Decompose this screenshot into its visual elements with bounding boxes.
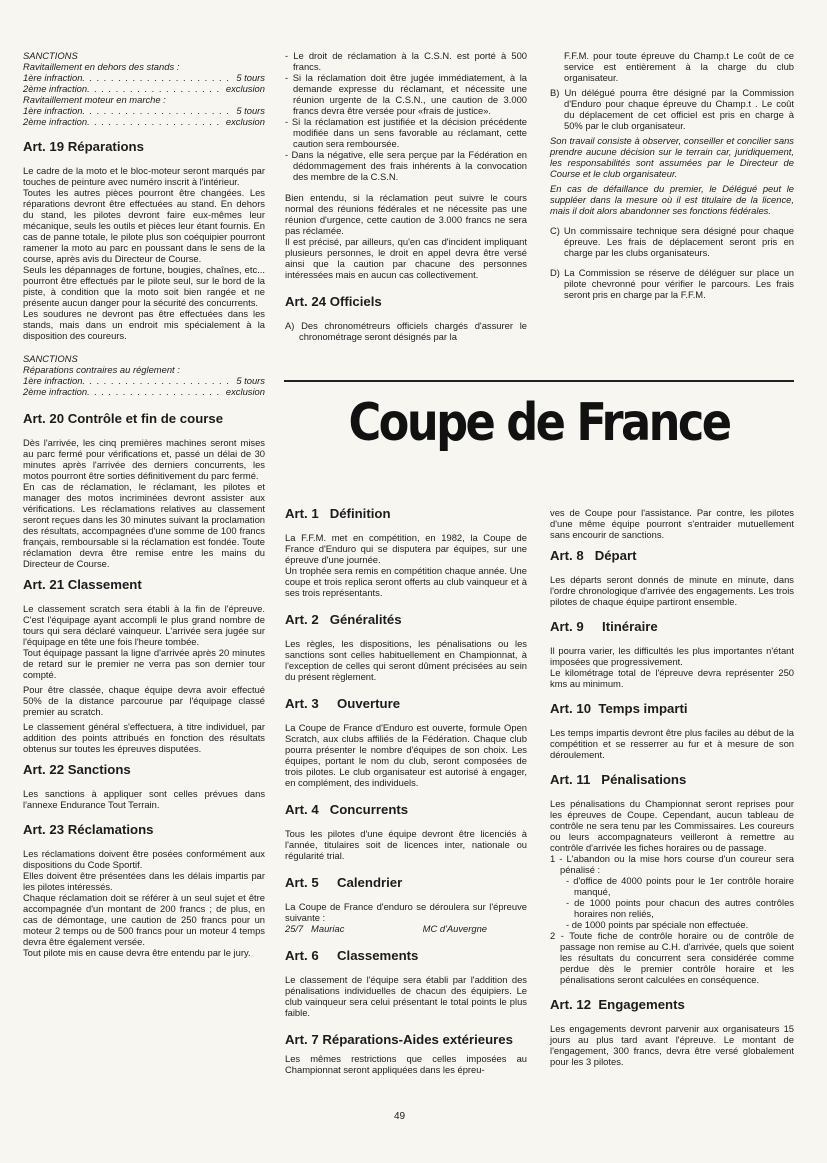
paragraph: B) Un délégué pourra être désigné par la Commission d'Enduro pour chaque épreuve du Champ.t . Le coût du déplacement de cet officiel est pris en charge à 50% par le club organisateur. [550, 87, 794, 131]
list-item: 1 - L'abandon ou la mise hors course d'un coureur sera pénalisé : [550, 853, 794, 875]
sanction-row: 2ème infraction . . . exclusion [23, 386, 265, 397]
column-right-top [550, 50, 794, 304]
paragraph: Les réclamations doivent être posées conformément aux dispositions du Code Sportif. [23, 848, 265, 870]
article-heading: Art. 21 Classement [23, 577, 142, 592]
paragraph: Les engagements devront parvenir aux organisateurs 15 jours au plus tard avant l'épreuve. Le montant de l'engagement, 300 francs, devra être versé globalement pour les 3 pilotes. [550, 1023, 794, 1067]
section-rule [284, 380, 794, 382]
article-heading: Art. 9 Itinéraire [550, 619, 658, 634]
sanction-row: 1ère infraction . . . 5 tours [23, 375, 265, 386]
article-heading: Art. 11 Pénalisations [550, 772, 687, 787]
list-item: - de 1000 points pour chacun des autres contrôles horaires non reliés, [566, 897, 794, 919]
paragraph: Les départs seront donnés de minute en minute, dans l'ordre chronologique d'arrivée des engagements. Les trois pilotes de chaque équipe partiront ensemble. [550, 574, 794, 607]
article-heading: Art. 6 Classements [285, 948, 419, 963]
paragraph: Il pourra varier, les difficultés les plus importantes n'étant imposées que progressivement. [550, 645, 794, 667]
paragraph: Son travail consiste à observer, conseiller et concilier sans prendre aucune décision sur le terrain car, juridiquement, les responsabilités sont assumées par le Directeur de Course et le club organisateur. [550, 135, 794, 179]
paragraph: A) Des chronométreurs officiels chargés d'assurer le chronométrage seront désignés par la [285, 320, 527, 342]
article-heading: Art. 23 Réclamations [23, 822, 154, 837]
paragraph: Les sanctions à appliquer sont celles prévues dans l'annexe Endurance Tout Terrain. [23, 788, 265, 810]
paragraph: Le cadre de la moto et le bloc-moteur seront marqués par touches de peinture avec numéro inscrit à l'intérieur. [23, 165, 265, 187]
paragraph: Tous les pilotes d'une équipe devront être licenciés à l'année, titulaires soit de licences inter, nationale ou régularité trial. [285, 828, 527, 861]
page-number: 49 [394, 1111, 406, 1122]
article-heading: Art. 12 Engagements [550, 997, 685, 1012]
paragraph: La Coupe de France d'Enduro est ouverte, formule Open Scratch, aux clubs affiliés de la Fédération. Chaque club pourra présenter le nombre d'équipes de son choix. Les équipes, portant le nom du club, seront composées de trois pilotes. Le club organisateur est autorisé à engager, en complément, des individuels. [285, 722, 527, 788]
sanction-row: 2ème infraction . . . exclusion [23, 83, 265, 94]
sanction-row: 2ème infraction . . . exclusion [23, 116, 265, 127]
article-heading: Art. 1 Définition [285, 506, 391, 521]
sanction-row: 1ère infraction . . . 5 tours [23, 105, 265, 116]
paragraph: Dès l'arrivée, les cinq premières machines seront mises au parc fermé pour vérifications et, passé un délai de 30 minutes après l'arrivée des derniers concurrents, les motos pourront être sorties définitivement du parc fermé. [23, 437, 265, 481]
column-right-bottom [550, 507, 794, 1071]
paragraph: Toutes les autres pièces pourront être changées. Les réparations devront être effectuées au stand. En dehors du stand, les pilotes devront faire eux-mêmes leur mécanique, seuls les outils et pièces leur étant fournis. En cas de panne totale, le pilote plus son coéquipier pourront ramener la moto au parc en poussant dans le sens de la course, après avis du Directeur de Course. [23, 187, 265, 264]
paragraph: Seuls les dépannages de fortune, bougies, chaînes, etc... pourront être effectués par le pilote seul, sur le bord de la piste, à condition que la moto soit bien rangée et ne présente aucun danger pour la sécurité des concurrents. [23, 264, 265, 308]
list-item: - Dans la négative, elle sera perçue par la Fédération en dédommagement des frais inhérents à la convocation des membre de la C.S.N. [285, 149, 527, 182]
paragraph: En cas de défaillance du premier, le Délégué peut le suppléer dans la mesure où il est titulaire de la licence, mais il doit alors abandonner ses fonctions fédérales. [550, 183, 794, 216]
paragraph: La F.F.M. met en compétition, en 1982, la Coupe de France d'Enduro qui se disputera par équipes, sur une épreuve d'une journée. [285, 532, 527, 565]
paragraph: F.F.M. pour toute épreuve du Champ.t Le coût de ce service est entièrement à la charge du club organisateur. [564, 50, 794, 83]
sanctions-block [23, 353, 265, 397]
paragraph: C) Un commissaire technique sera désigné pour chaque épreuve. Les frais de déplacement seront pris en charge par les clubs organisateurs. [550, 225, 794, 258]
paragraph: La Coupe de France d'enduro se déroulera sur l'épreuve suivante : [285, 901, 527, 923]
article-heading: Art. 7 Réparations-Aides extérieures [285, 1032, 513, 1047]
paragraph: Elles doivent être présentées dans les délais impartis par les pilotes intéressés. [23, 870, 265, 892]
sanctions-title: SANCTIONS [23, 50, 78, 61]
paragraph: Un trophée sera remis en compétition chaque année. Une coupe et trois replica seront offerts au club vainqueur et à ses trois représentants. [285, 565, 527, 598]
paragraph: Tout équipage passant la ligne d'arrivée après 20 minutes de retard sur le premier ne verra pas son dernier tour compté. [23, 647, 265, 680]
sanction-row: 1ère infraction . . . 5 tours [23, 72, 265, 83]
paragraph: Le classement de l'équipe sera établi par l'addition des pénalisations individuelles de chacun des équipiers. Le club vainqueur sera celui présentant le total points le plus faible. [285, 974, 527, 1018]
paragraph: D) La Commission se réserve de déléguer sur place un pilote chevronné pour vérifier le parcours. Les frais seront pris en charge par la F.F.M. [550, 267, 794, 300]
list-item: - Si la réclamation doit être jugée immédiatement, à la demande expresse du réclamant, et nécessite une réunion urgente de la C.S.N., une caution de 3.000 francs devra être versée pour «frais de justice». [285, 72, 527, 116]
paragraph: Bien entendu, si la réclamation peut suivre le cours normal des réunions fédérales et ne nécessite pas une réunion d'urgence, cette caution de 3.000 francs ne sera pas réclamée. [285, 192, 527, 236]
column-left [23, 50, 265, 962]
article-heading: Art. 22 Sanctions [23, 762, 131, 777]
sanctions-subtitle: Ravitaillement moteur en marche : [23, 94, 166, 105]
list-item: - Le droit de réclamation à la C.S.N. est porté à 500 francs. [285, 50, 527, 72]
paragraph: Tout pilote mis en cause devra être entendu par le jury. [23, 947, 251, 958]
article-heading: Art. 5 Calendrier [285, 875, 403, 890]
paragraph: Les pénalisations du Championnat seront reprises pour les épreuves de Coupe. Cependant, aucun tableau de contrôle ne sera tenu par les Commissaires. Les coureurs ou leurs accompagnateurs veilleront à remettre au contrôle d'arrivée les fiches horaires ou de passage. [550, 798, 794, 853]
column-middle-bottom [285, 498, 527, 1079]
section-title: Coupe de France [348, 393, 730, 453]
event-organizer: MC d'Auvergne [422, 923, 487, 934]
paragraph: Le classement général s'effectuera, à titre individuel, par addition des points attribués en fonction des résultats obtenus sur toutes les épreuves disputées. [23, 721, 265, 754]
paragraph: ves de Coupe pour l'assistance. Par contre, les pilotes d'une même équipe pourront s'entraider mutuellement sans encourir de sanctions. [550, 507, 794, 540]
event-row [285, 923, 527, 934]
list-item: 2 - Toute fiche de contrôle horaire ou de contrôle de passage non remise au C.H. d'arrivée, quels que soient les résultats du concurrent sera considérée comme perdue dès le premier contrôle horaire et les pénalisations seront calculées en conséquence. [550, 930, 794, 985]
paragraph: Le classement scratch sera établi à la fin de l'épreuve. C'est l'équipage ayant accompli le plus grand nombre de tours qui sera déclaré vainqueur. L'arrivée sera jugée sur l'équipage en tête une fois l'heure tombée. [23, 603, 265, 647]
article-heading: Art. 4 Concurrents [285, 802, 409, 817]
article-heading: Art. 2 Généralités [285, 612, 402, 627]
paragraph: Pour être classée, chaque équipe devra avoir effectué 50% de la distance parcourue par l'équipage classé premier au scratch. [23, 684, 265, 717]
list-item: - Si la réclamation est justifiée et la décision précédente modifiée dans un sens favorable au réclamant, cette caution sera remboursée. [285, 116, 527, 149]
sanctions-block [23, 50, 265, 127]
sanctions-subtitle: Ravitaillement en dehors des stands : [23, 61, 180, 72]
list-item: - d'office de 4000 points pour le 1er contrôle horaire manqué, [566, 875, 794, 897]
sanctions-title: SANCTIONS [23, 353, 78, 364]
article-heading: Art. 20 Contrôle et fin de course [23, 411, 224, 426]
paragraph: Les soudures ne devront pas être effectuées dans les stands, mais dans un endroit mis spécialement à la disposition des coureurs. [23, 308, 265, 341]
article-heading: Art. 10 Temps imparti [550, 701, 688, 716]
paragraph: Les temps impartis devront être plus faciles au début de la compétition et se resserrer au fur et à mesure de son déroulement. [550, 727, 794, 760]
sanctions-subtitle: Réparations contraires au réglement : [23, 364, 180, 375]
paragraph: Il est précisé, par ailleurs, qu'en cas d'incident impliquant plusieurs personnes, le droit en appel devra être versé ainsi que la caution par chacune des personnes intéressées mais en aucun cas collectivement. [285, 236, 527, 280]
paragraph: Chaque réclamation doit se référer à un seul sujet et être accompagnée d'un montant de 200 francs ; de plus, en cas de démontage, une caution de 250 francs pour un moteur 2 temps ou de 500 francs pour un moteur 4 temps devra être également versée. [23, 892, 265, 947]
article-heading: Art. 19 Réparations [23, 139, 144, 154]
paragraph: Le kilométrage total de l'épreuve devra représenter 250 kms au minimum. [550, 667, 794, 689]
list-item: - de 1000 points par spéciale non effectuée. [566, 919, 749, 930]
article-heading: Art. 24 Officiels [285, 294, 382, 309]
article-heading: Art. 3 Ouverture [285, 696, 401, 711]
column-middle-top [285, 50, 527, 346]
article-heading: Art. 8 Départ [550, 548, 637, 563]
paragraph: Les règles, les dispositions, les pénalisations ou les sanctions sont celles habituellement en Championnat, à l'exception de celles qui seront dûment précisées au sein du présent règlement. [285, 638, 527, 682]
paragraph: Les mêmes restrictions que celles imposées au Championnat seront appliquées dans les épreu- [285, 1053, 527, 1075]
paragraph: En cas de réclamation, le réclamant, les pilotes et manager des motos incriminées devront assister aux vérifications. Les réclamations relatives au classement seront reçues dans les 30 minutes suivant la proclamation des résultats, accompagnées d'une somme de 100 francs français, remboursable si la réclamation est fondée. Toute réclamation devra être remise entre les mains du Directeur de Course. [23, 481, 265, 569]
event-date: 25/7 Mauriac [285, 923, 345, 934]
